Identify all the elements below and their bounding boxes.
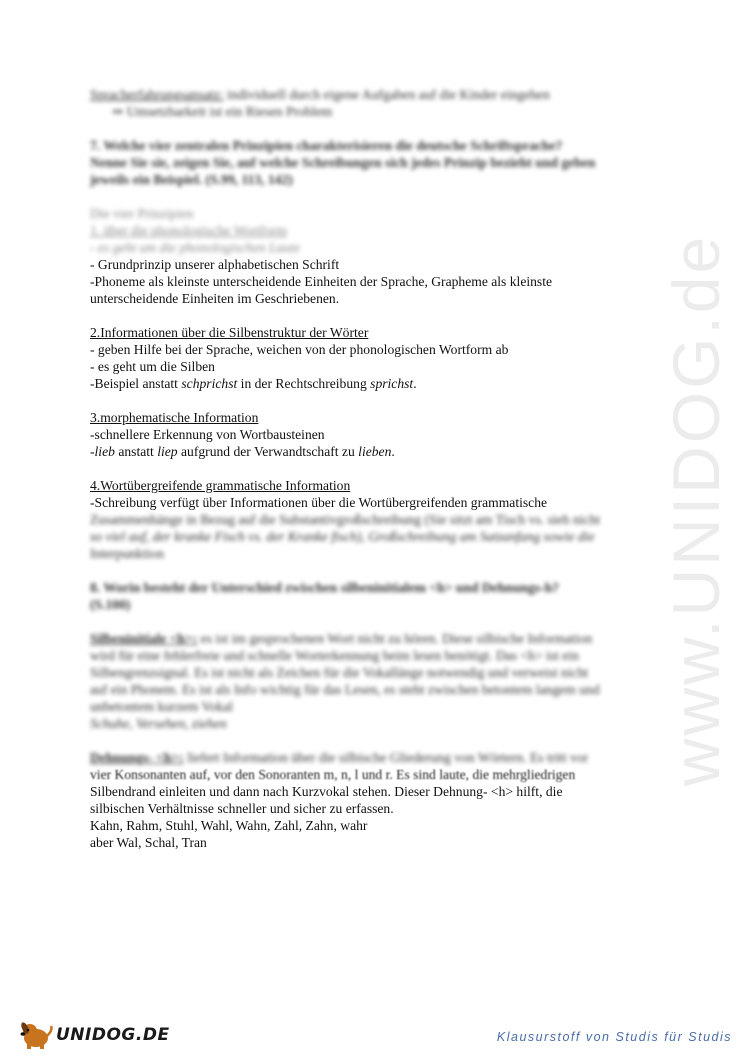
- dog-icon: [18, 1020, 54, 1050]
- unidog-logo[interactable]: [18, 1020, 170, 1050]
- example-text: anstatt: [114, 444, 158, 459]
- intro-line: [90, 86, 670, 103]
- question-7: [90, 137, 670, 188]
- q7-line: Nenne Sie sie, zeigen Sie, auf welche Schreibungen sich jedes Prinzip bezieht und geben: [90, 155, 596, 170]
- example-text: .: [391, 444, 395, 459]
- footer-claim: Klausurstoff von Studis für Studis: [496, 1030, 732, 1044]
- logo-text: UNIDOG.DE: [56, 1025, 170, 1045]
- silbeninitial-line: Silbengrenzsignal. Es ist nicht als Zeichen für die Vokallänge notwendig und verweist nicht: [90, 665, 589, 680]
- principle-3-heading: 3.morphematische Information: [90, 410, 259, 425]
- principle-2-line: - es geht um die Silben: [90, 359, 215, 374]
- principle-2-example: [90, 375, 670, 392]
- intro-text: individuell durch eigene Aufgaben auf die Kinder eingehen: [223, 87, 550, 102]
- example-word: -lieb: [90, 444, 115, 459]
- intro-label: Spracherfahrungsansatz:: [90, 87, 224, 102]
- arrow-icon: ⇒: [112, 104, 124, 119]
- principle-4-blurred-line: so viel auf, der kranke Fisch vs. der Kranke fisch), Großschreibung am Satzanfang sowie die: [90, 529, 595, 544]
- q7-line: jeweils ein Beispiel. (S.99, 113, 142): [90, 172, 293, 187]
- q8-line: (S.100): [90, 597, 131, 612]
- silbeninitial-label: Silbeninitiale <h>:: [90, 631, 198, 646]
- example-word: schprichst: [181, 376, 238, 391]
- principle-4-blurred-line: Interpunktion: [90, 546, 164, 561]
- q7-line: 7. Welche vier zentralen Prinzipien charakterisieren die deutsche Schriftsprache?: [90, 138, 563, 153]
- dehnung-first-line: [90, 749, 670, 766]
- principle-3-line: -schnellere Erkennung von Wortbausteinen: [90, 427, 325, 442]
- dehnung-partial-line: vier Konsonanten auf, vor den Sonoranten m, n, l und r. Es sind laute, die mehrgliedrigen: [90, 767, 576, 782]
- principle-3-example: [90, 443, 670, 460]
- intro-arrow-line: [90, 103, 670, 120]
- example-text: in der Rechtschreibung: [237, 376, 371, 391]
- principle-2-heading: 2.Informationen über die Silbenstruktur der Wörter: [90, 325, 369, 340]
- example-word: sprichst: [370, 376, 414, 391]
- question-8: [90, 579, 670, 613]
- principle-1-line: unterscheidende Einheiten im Geschriebenen.: [90, 291, 340, 306]
- dehnung-text: liefert Information über die silbische Gliederung von Wörtern. Es tritt vor: [183, 750, 589, 765]
- silbeninitial-line: unbetontem kurzem Vokal: [90, 699, 233, 714]
- dehnung-examples: Kahn, Rahm, Stuhl, Wahl, Wahn, Zahl, Zahn, wahr: [90, 818, 368, 833]
- silbeninitial-line: wird für eine fehlerfreie und schnelle Worterkennung beim lesen benötigt. Das <h> ist ein: [90, 648, 579, 663]
- principles-intro: Die vier Prinzipien: [90, 206, 194, 221]
- principle-2-line: - geben Hilfe bei der Sprache, weichen von der phonologischen Wortform ab: [90, 342, 509, 357]
- example-word: liep: [157, 444, 178, 459]
- principle-1-line: - Grundprinzip unserer alphabetischen Schrift: [90, 257, 340, 272]
- dehnung-counter-examples: aber Wal, Schal, Tran: [90, 835, 207, 850]
- principle-4-line: -Schreibung verfügt über Informationen über die Wortübergreifenden grammatische: [90, 495, 548, 510]
- silbeninitial-section: [90, 630, 670, 732]
- q8-line: 8. Worin besteht der Unterschied zwischen silbeninitialem <h> und Dehnungs-h?: [90, 580, 559, 595]
- example-word: lieben: [358, 444, 392, 459]
- principle-1-heading: 1. über die phonologische Wortform: [90, 223, 287, 238]
- silbeninitial-text: es ist im gesprochenen Wort nicht zu hören. Diese silbische Information: [197, 631, 593, 646]
- principle-1-blurred-line: - es geht um die phonologischen Laute: [90, 240, 300, 255]
- document-body: [90, 86, 670, 851]
- principle-1-line: -Phoneme als kleinste unterscheidende Einheiten der Sprache, Grapheme als kleinste: [90, 274, 553, 289]
- principle-4-heading: 4.Wortübergreifende grammatische Information: [90, 478, 351, 493]
- example-text: aufgrund der Verwandtschaft zu: [177, 444, 359, 459]
- silbeninitial-examples: Schuhe, Versehen, ziehen: [90, 716, 227, 731]
- dehnung-label: Dehnungs- <h>:: [90, 750, 184, 765]
- dehnung-line: Silbendrand einleiten und dann nach Kurzvokal stehen. Dieser Dehnung- <h> hilft, die: [90, 784, 563, 799]
- dehnung-line: silbischen Verhältnisse schneller und sicher zu erfassen.: [90, 801, 394, 816]
- principle-4-blurred-line: Zusammenhänge in Bezug auf die Substantivgroßschreibung (Sie sitzt am Tisch vs. sieh nicht: [90, 512, 601, 527]
- example-text: -Beispiel anstatt: [90, 376, 182, 391]
- silbeninitial-line: auf ein Phonem. Es ist als Info wichtig für das Lesen, es steht zwischen betontem langem und: [90, 682, 600, 697]
- example-text: .: [413, 376, 417, 391]
- watermark-text: www.UNIDOG.de: [659, 233, 733, 787]
- intro-arrow-text: Umsetzbarkeit ist ein Riesen Problem: [126, 104, 333, 119]
